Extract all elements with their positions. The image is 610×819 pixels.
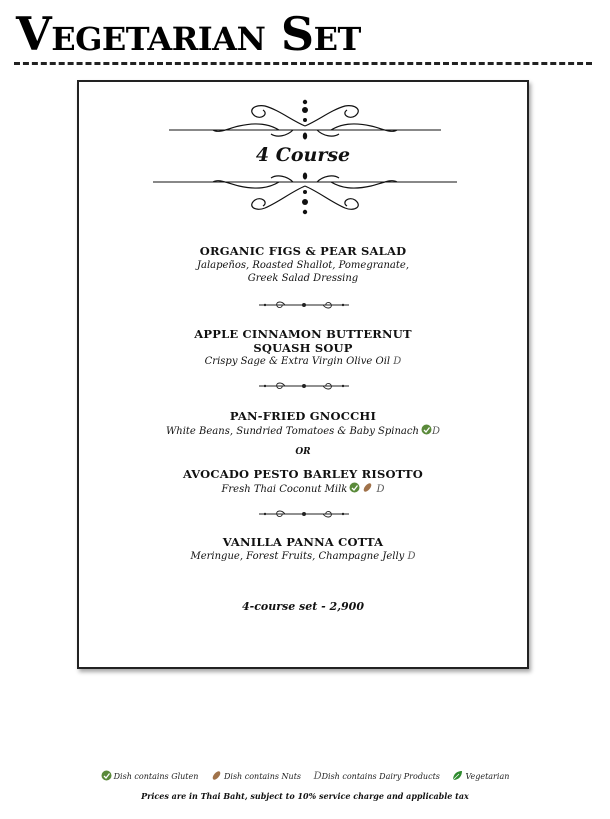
gluten-icon (349, 482, 360, 493)
dish-name: ORGANIC FIGS & PEAR SALAD (199, 244, 407, 258)
nuts-icon (211, 770, 222, 781)
allergen-legend (0, 770, 610, 782)
dish-description: White Beans, Sundried Tomatoes & Baby Spinach (166, 425, 419, 437)
dairy-icon: D (376, 483, 385, 495)
dish-pan-fried-gnocchi (79, 410, 527, 438)
legend-gluten (101, 770, 199, 781)
dish-name: SQUASH SOUP (253, 340, 353, 355)
set-price: 4-course set - 2,900 (241, 600, 364, 613)
dish-divider (257, 298, 351, 312)
legend-dairy (314, 771, 440, 782)
dish-avocado-pesto-risotto (79, 468, 527, 496)
dairy-icon: D (393, 356, 402, 367)
dish-name: APPLE CINNAMON BUTTERNUT (194, 327, 412, 341)
page-title: Vegetarian Set (16, 7, 361, 61)
title-divider (14, 62, 592, 65)
dish-description: Crispy Sage & Extra Virgin Olive Oil (204, 356, 391, 367)
top-flourish-ornament (79, 96, 531, 144)
or-separator: OR (295, 447, 311, 457)
legend-gluten-label: Dish contains Gluten (113, 772, 199, 781)
gluten-icon (421, 424, 432, 435)
dish-description: Meringue, Forest Fruits, Champagne Jelly (190, 550, 405, 562)
legend-nuts-label: Dish contains Nuts (223, 772, 302, 781)
course-heading: 4 Course (255, 144, 351, 166)
vegetarian-leaf-icon (452, 770, 463, 781)
gluten-icon (101, 770, 112, 781)
dish-name: AVOCADO PESTO BARLEY RISOTTO (182, 467, 424, 481)
bottom-flourish-ornament (79, 170, 531, 220)
nuts-icon (362, 482, 373, 493)
dairy-icon: D (407, 550, 416, 562)
dish-vanilla-panna-cotta (79, 536, 527, 563)
dairy-icon: D (313, 771, 322, 782)
dish-description: Greek Salad Dressing (247, 272, 359, 284)
dish-name: VANILLA PANNA COTTA (222, 535, 384, 549)
legend-dairy-label: Dish contains Dairy Products (321, 772, 440, 781)
dish-figs-pear-salad (79, 245, 527, 285)
dish-butternut-squash-soup (79, 328, 527, 368)
pricing-footnote: Prices are in Thai Baht, subject to 10% service charge and applicable tax (141, 791, 469, 801)
dish-description: Jalapeños, Roasted Shallot, Pomegranate, (196, 259, 409, 271)
legend-vegetarian (452, 770, 509, 781)
dish-name: PAN-FRIED GNOCCHI (229, 409, 377, 423)
legend-vegetarian-label: Vegetarian (465, 772, 510, 781)
dish-divider (257, 507, 351, 521)
dairy-icon: D (431, 425, 440, 437)
legend-nuts (211, 770, 301, 781)
dish-divider (257, 379, 351, 393)
dish-description: Fresh Thai Coconut Milk (221, 483, 348, 495)
menu-card (77, 80, 529, 669)
